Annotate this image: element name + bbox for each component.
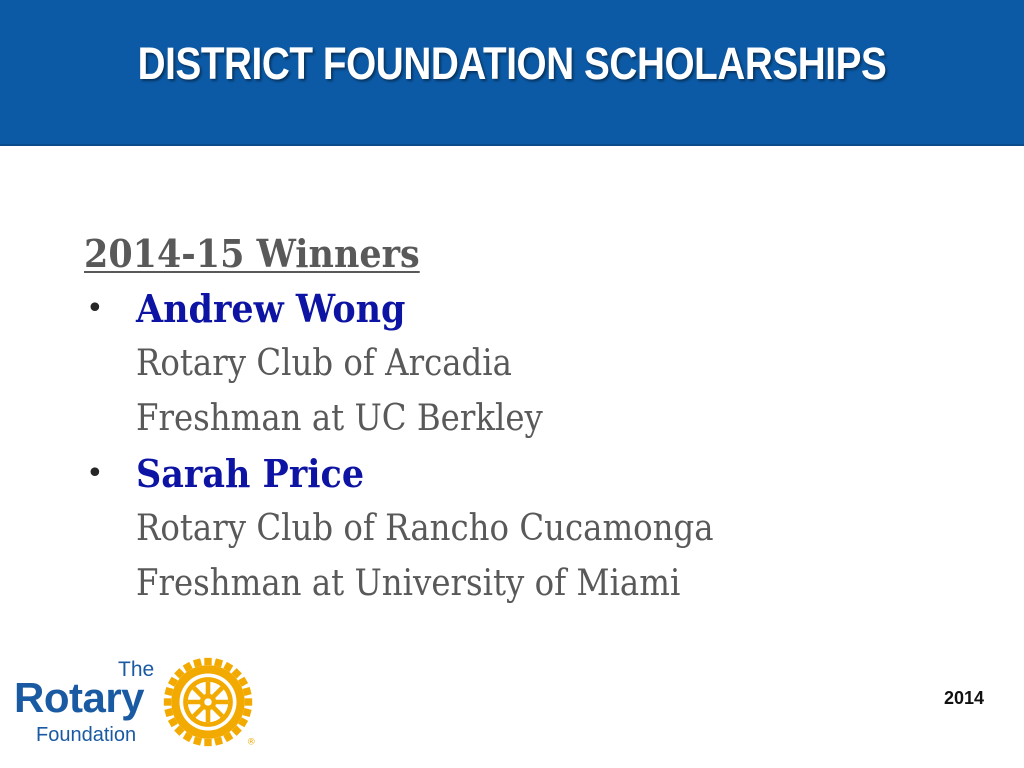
winner-club: Rotary Club of Arcadia: [136, 343, 512, 384]
logo-text-rotary: Rotary: [14, 674, 145, 721]
title-bar: [0, 0, 1024, 146]
rotary-foundation-logo: [14, 656, 264, 748]
logo-text-foundation: Foundation: [36, 724, 137, 746]
winners-heading: 2014-15 Winners: [84, 231, 420, 276]
winner-club: Rotary Club of Rancho Cucamonga: [136, 508, 714, 549]
winner-name: Andrew Wong: [136, 286, 406, 331]
winner-entry: [84, 446, 984, 611]
winner-name: Sarah Price: [136, 451, 365, 496]
logo-text-the: The: [118, 658, 155, 681]
bullet-icon: •: [86, 456, 104, 491]
bullet-icon: •: [86, 291, 104, 326]
footer-year: 2014: [944, 688, 985, 708]
winner-school: Freshman at UC Berkley: [136, 398, 543, 439]
winners-list: [84, 226, 984, 611]
registered-mark: ®: [246, 736, 256, 748]
slide-title: DISTRICT FOUNDATION SCHOLARSHIPS: [137, 38, 887, 89]
winner-entry: [84, 281, 984, 446]
winner-school: Freshman at University of Miami: [136, 563, 681, 604]
rotary-wheel-icon: [162, 656, 254, 748]
